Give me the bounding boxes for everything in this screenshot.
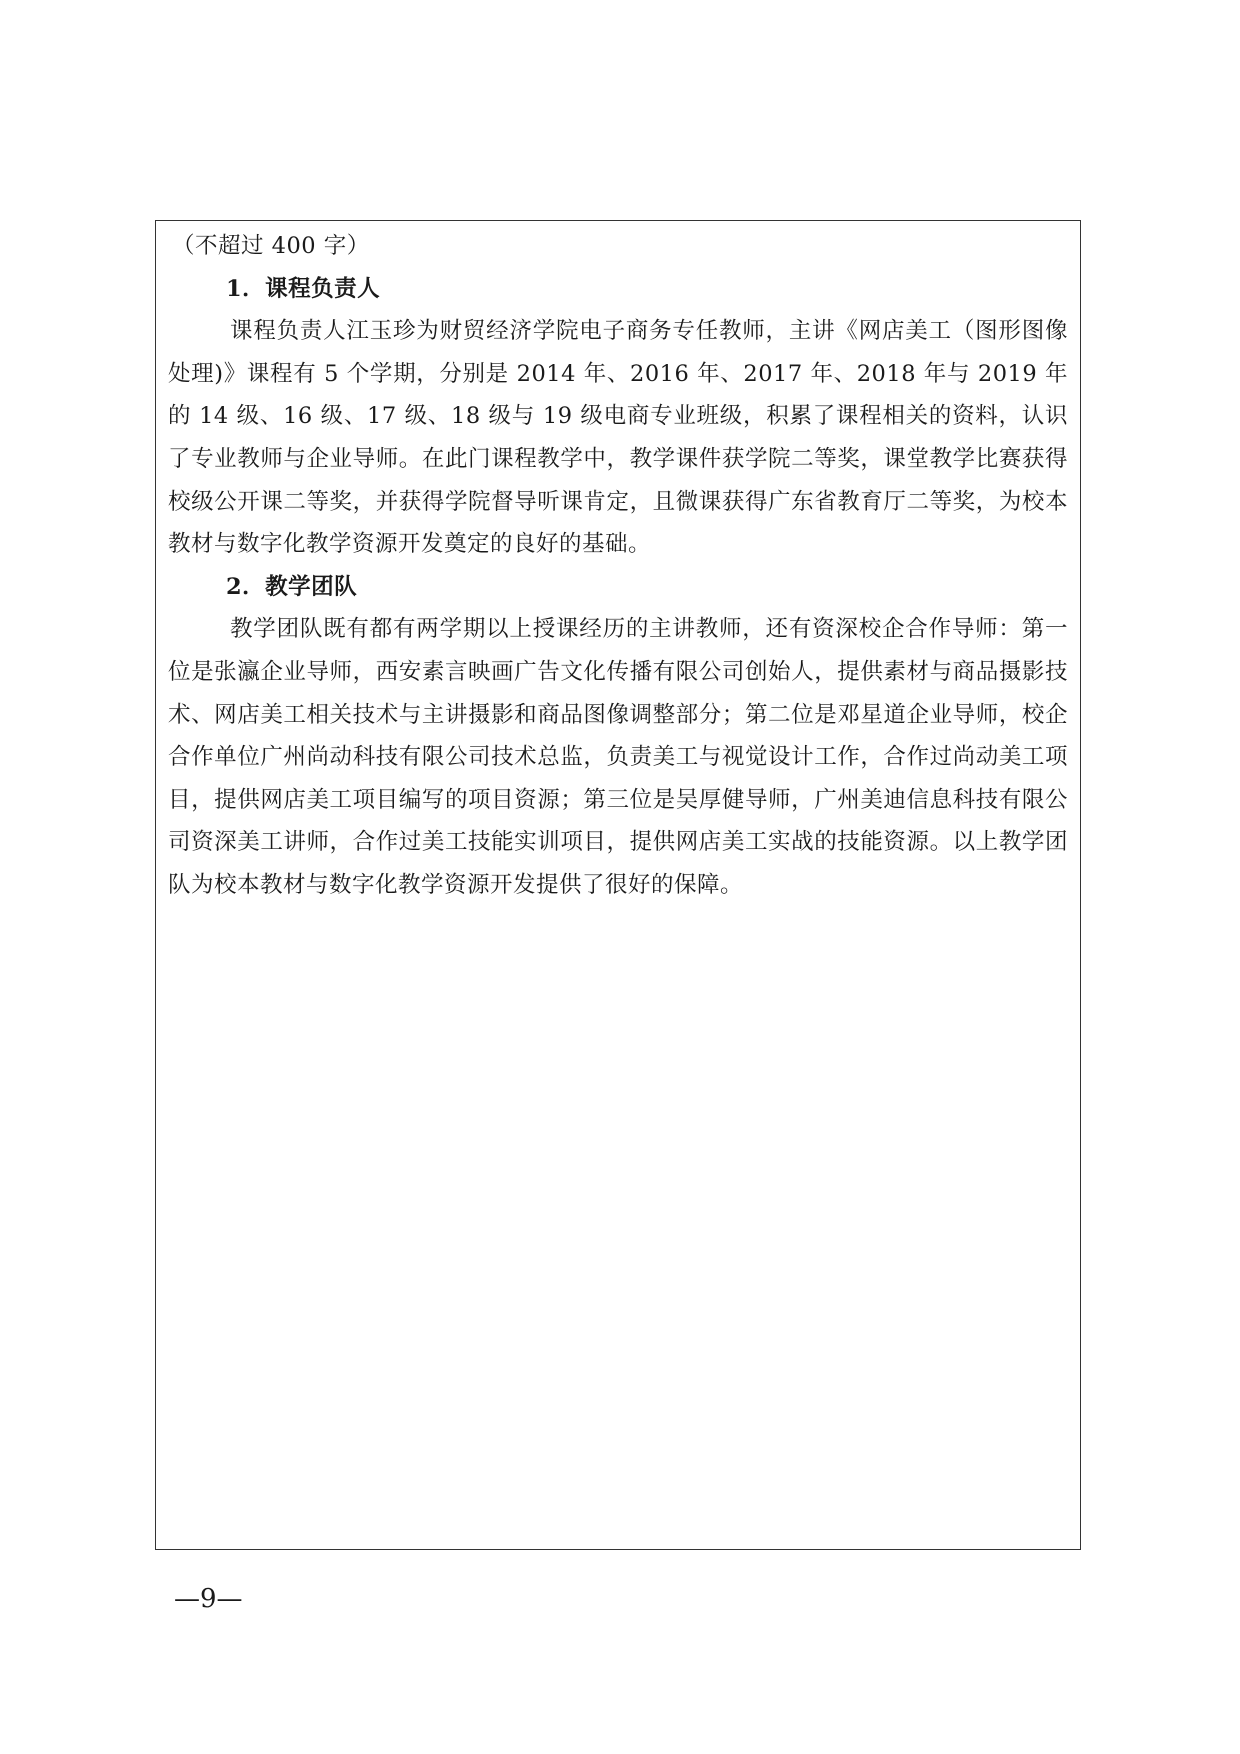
form-content — [168, 225, 1068, 907]
form-text-box — [155, 220, 1081, 1550]
section-paragraph-teaching-team: 教学团队既有都有两学期以上授课经历的主讲教师，还有资深校企合作导师：第一位是张瀛企业导师，西安素言映画广告文化传播有限公司创始人，提供素材与商品摄影技术、网店美工相关技术与主讲摄影和商品图像调整部分；第二位是邓星道企业导师，校企合作单位广州尚动科技有限公司技术总监，负责美工与视觉设计工作，合作过尚动美工项目，提供网店美工项目编写的项目资源；第三位是吴厚健导师，广州美迪信息科技有限公司资深美工讲师，合作过美工技能实训项目，提供网店美工实战的技能资源。以上教学团队为校本教材与数字化教学资源开发提供了很好的保障。 — [168, 616, 1068, 898]
section-heading-teaching-team: 2．教学团队 — [226, 573, 358, 600]
section-paragraph-course-leader: 课程负责人江玉珍为财贸经济学院电子商务专任教师，主讲《网店美工（图形图像处理)》课程有 5 个学期，分别是 2014 年、2016 年、2017 年、2018 年与 2019 年的 14 级、16 级、17 级、18 级与 19 级电商专业班级，积累了课程相关的资料，认识了专业教师与企业导师。在此门课程教学中，教学课件获学院二等奖，课堂教学比赛获得校级公开课二等奖，并获得学院督导听课肯定，且微课获得广东省教育厅二等奖，为校本教材与数字化教学资源开发奠定的良好的基础。 — [168, 318, 1068, 558]
page-number: —9— — [174, 1584, 243, 1614]
word-limit-note: （不超过 400 字） — [172, 233, 370, 259]
section-heading-course-leader: 1．课程负责人 — [226, 275, 381, 302]
